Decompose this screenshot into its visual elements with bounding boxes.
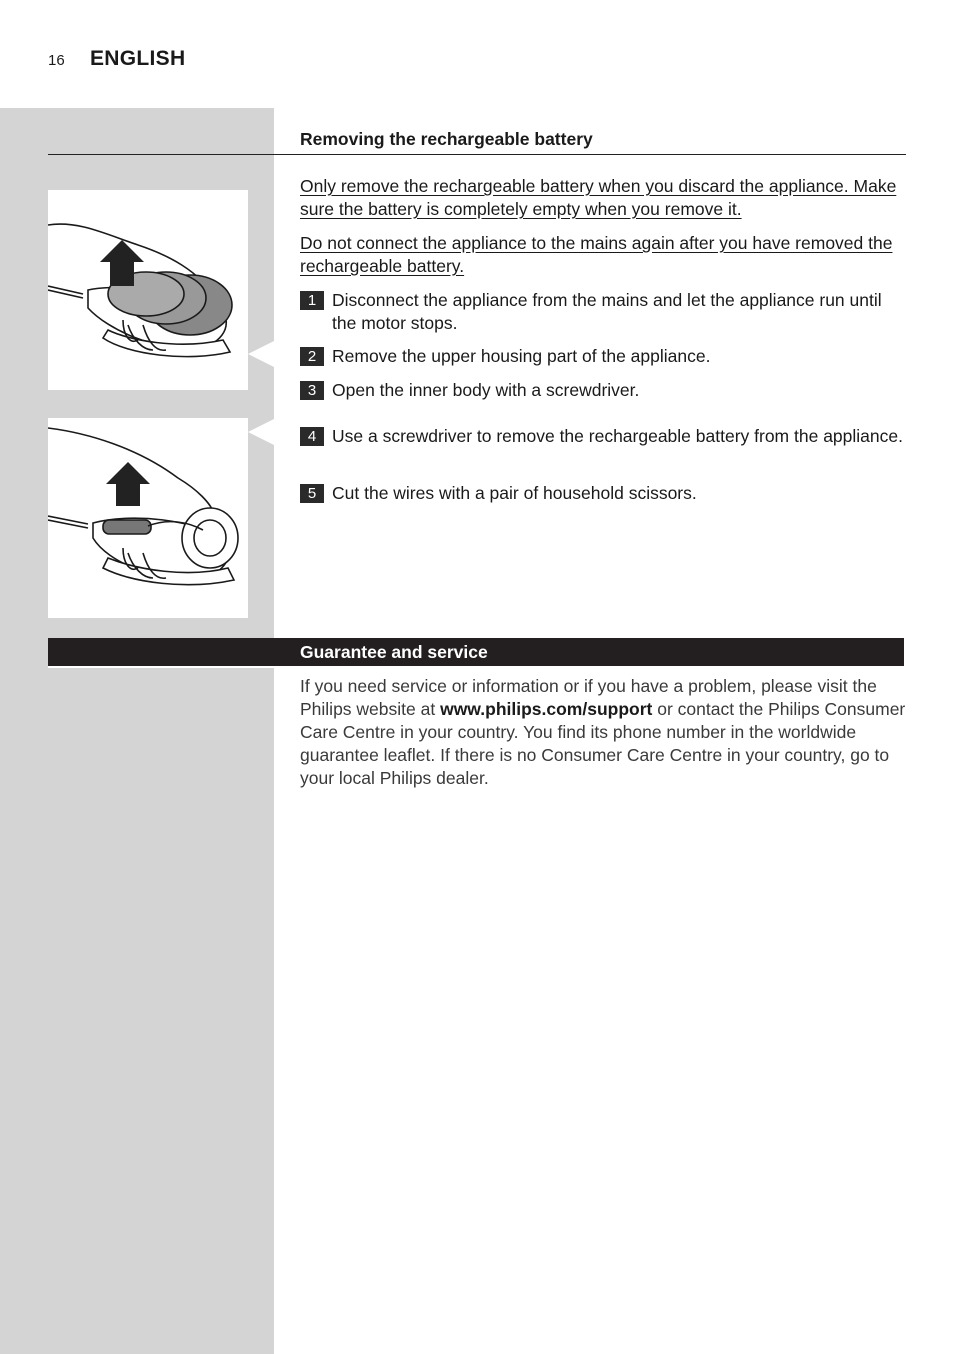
hand-shaver-illustration-2: [48, 418, 248, 618]
step-number: 3: [300, 381, 324, 400]
step-number: 4: [300, 427, 324, 446]
section-title-battery: Removing the rechargeable battery: [300, 129, 593, 149]
step-number: 1: [300, 291, 324, 310]
bar-underline: [48, 666, 274, 668]
step-text: Open the inner body with a screwdriver.: [332, 380, 640, 400]
figure-pointer: [248, 341, 274, 367]
step-2: [300, 345, 910, 368]
warning-mains: Do not connect the appliance to the mains again after you have removed the rechargeable battery.: [300, 233, 893, 276]
up-arrow-icon-2: [106, 462, 150, 506]
section-divider: [48, 154, 906, 155]
page-number: 16: [48, 52, 65, 69]
step-4: [300, 425, 910, 448]
step-1: [300, 289, 910, 335]
guarantee-text-after: or contact the Philips Consumer Care Centre in your country. You find its phone number in the worldwide guarantee leaflet. If there is no Consumer Care Centre in your country, go to your local Philips dealer.: [300, 699, 906, 788]
step-5: [300, 482, 910, 505]
hand-shaver-illustration-1: [48, 190, 248, 390]
step-text: Remove the upper housing part of the appliance.: [332, 346, 711, 366]
guarantee-paragraph: [300, 675, 906, 790]
support-link[interactable]: www.philips.com/support: [440, 699, 653, 719]
step-text: Disconnect the appliance from the mains and let the appliance run until the motor stops.: [332, 290, 882, 333]
figure-pointer-2: [248, 419, 274, 445]
step-3: [300, 379, 910, 402]
step-text: Cut the wires with a pair of household scissors.: [332, 483, 697, 503]
step-number: 5: [300, 484, 324, 503]
section-bar-guarantee: [48, 638, 904, 666]
section-title-guarantee: Guarantee and service: [300, 642, 488, 662]
step-number: 2: [300, 347, 324, 366]
illustration-remove-housing: [48, 190, 248, 390]
language-header: ENGLISH: [90, 47, 186, 70]
guarantee-text-before: If you need service or information or if you have a problem, please visit the Philips website at: [300, 676, 877, 719]
illustration-remove-battery: [48, 418, 248, 618]
step-text: Use a screwdriver to remove the rechargeable battery from the appliance.: [332, 426, 903, 446]
warning-discard: Only remove the rechargeable battery when you discard the appliance. Make sure the battery is completely empty when you remove it.: [300, 176, 897, 219]
